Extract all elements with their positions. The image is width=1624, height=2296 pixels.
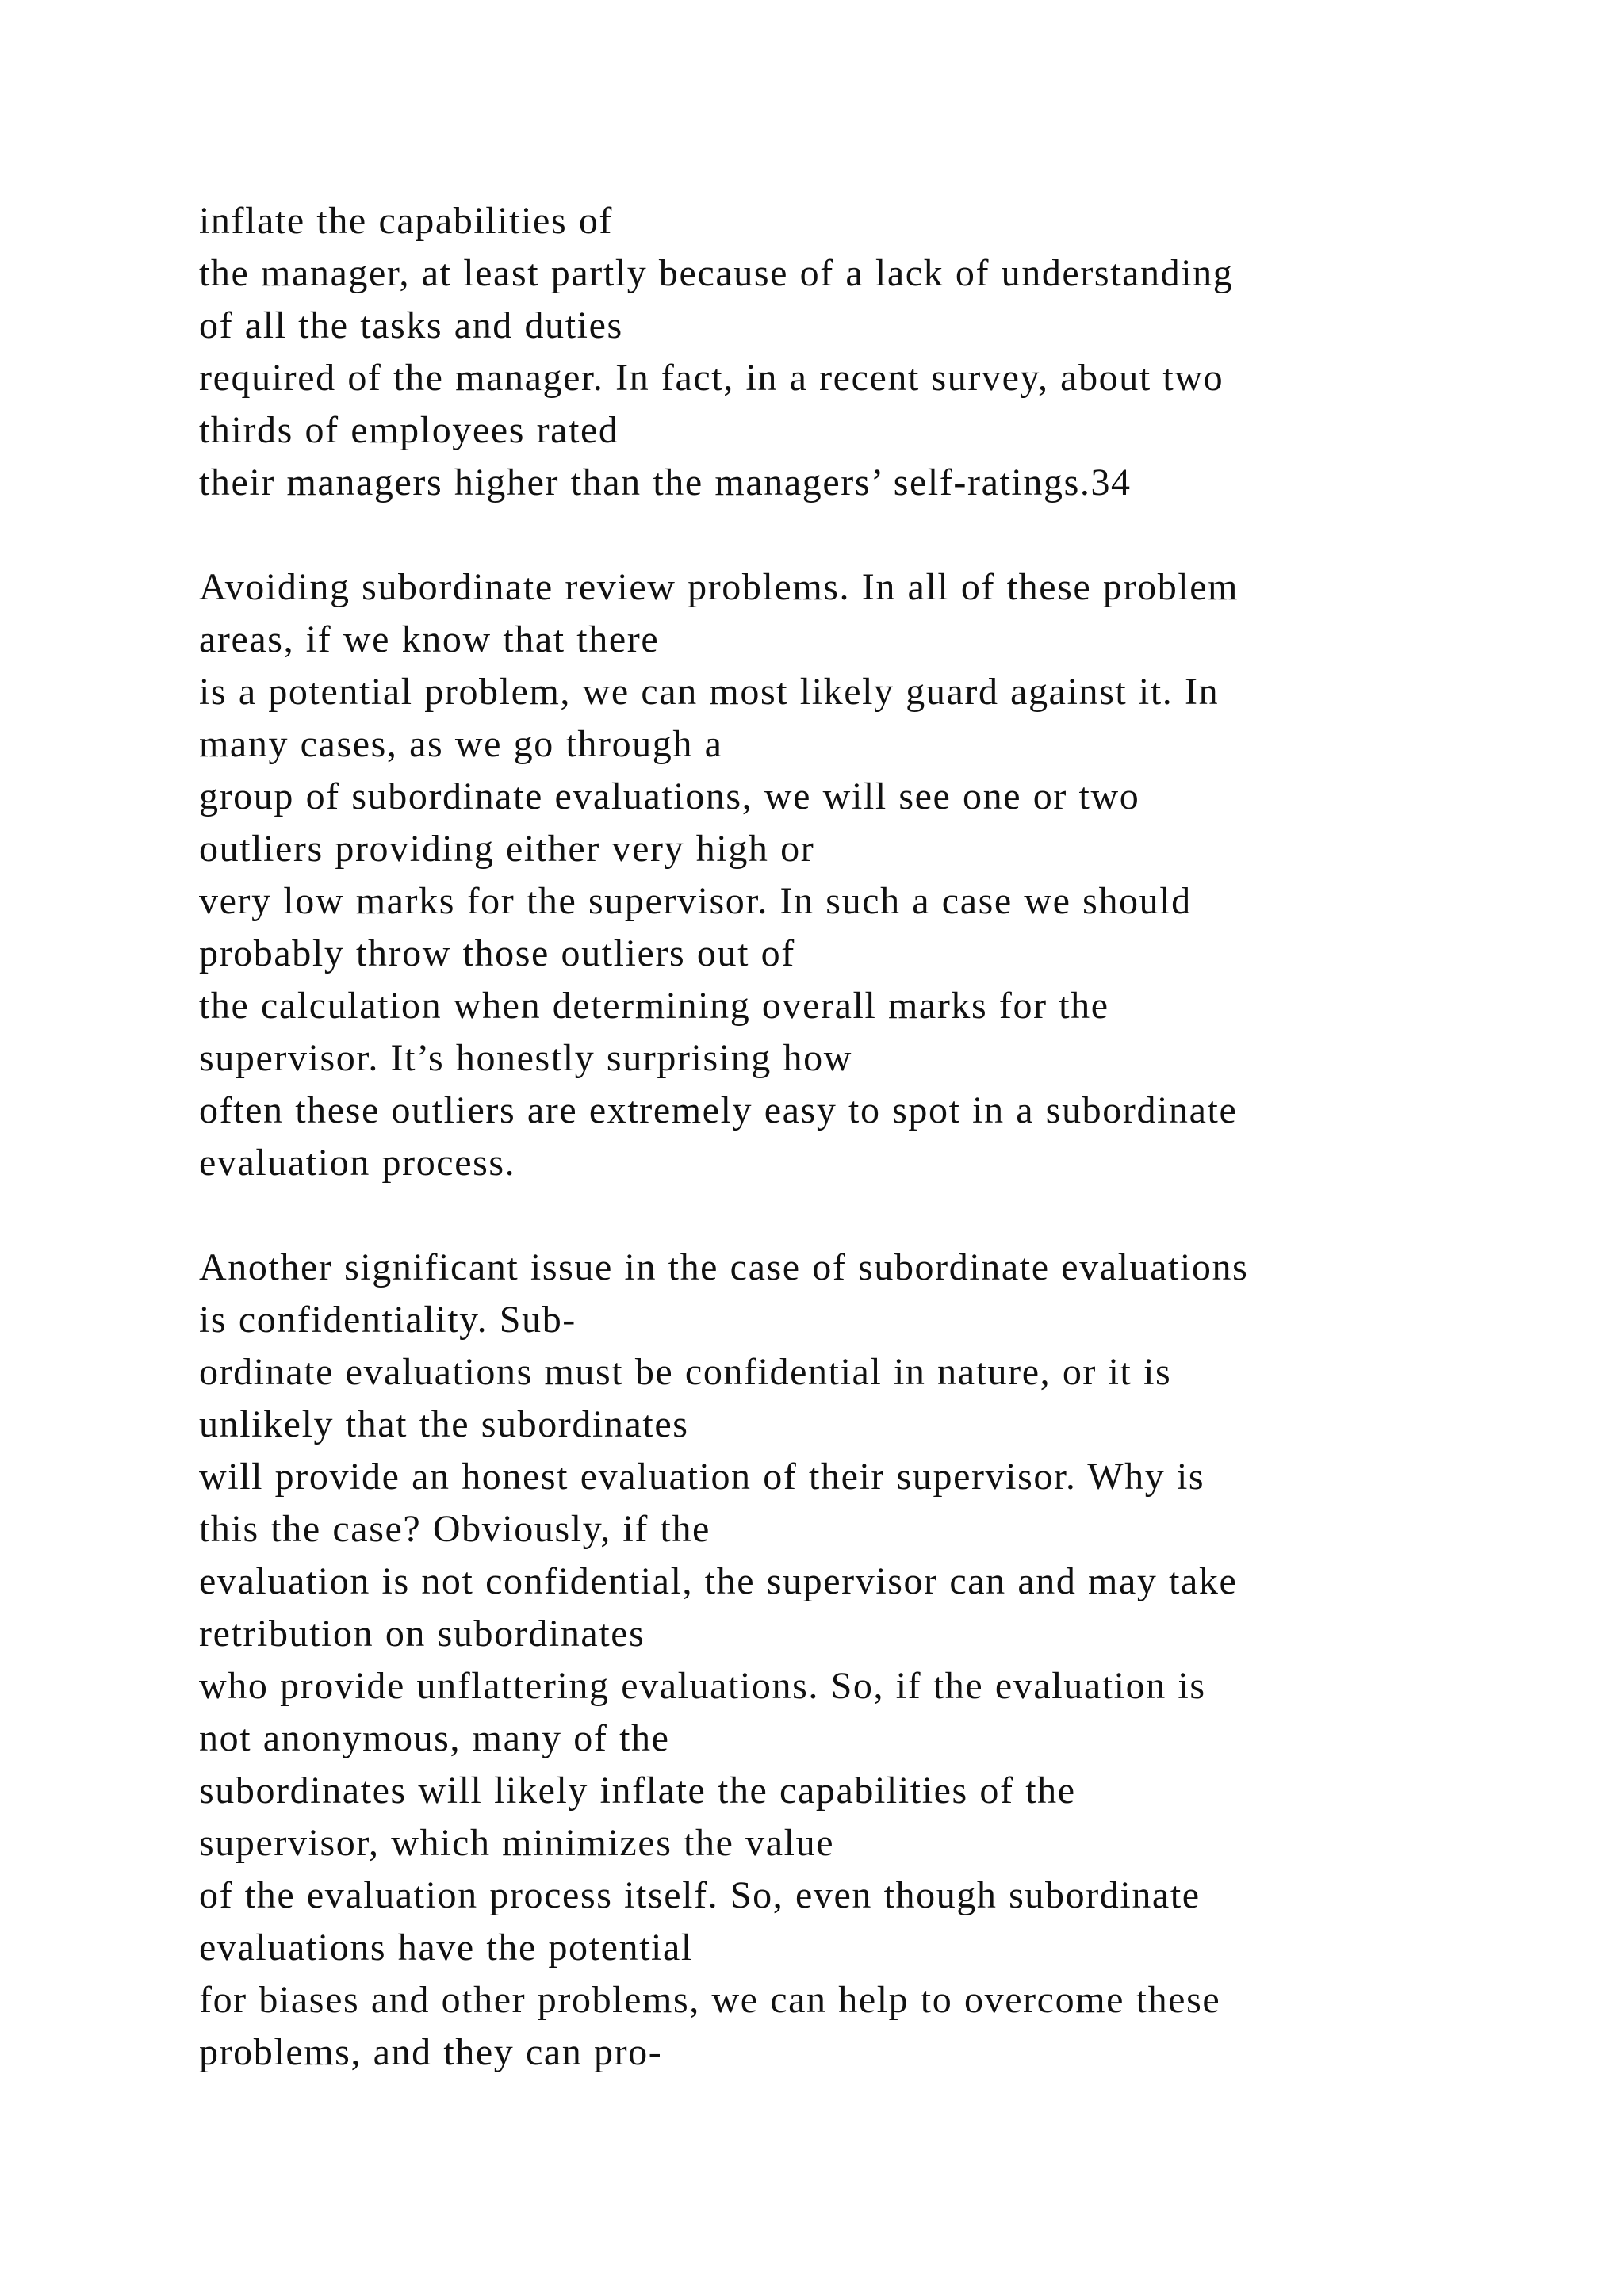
text-line: not anonymous, many of the [199, 1717, 670, 1759]
text-line: will provide an honest evaluation of their supervisor. Why is [199, 1456, 1205, 1498]
paragraph-2 [199, 561, 1547, 1189]
text-line: evaluation process. [199, 1142, 516, 1184]
text-line: outliers providing either very high or [199, 828, 815, 870]
text-line: group of subordinate evaluations, we will see one or two [199, 775, 1140, 817]
text-line: evaluations have the potential [199, 1927, 693, 1969]
text-line: unlikely that the subordinates [199, 1403, 689, 1445]
text-line: areas, if we know that there [199, 618, 660, 660]
paragraph-3 [199, 1242, 1547, 2079]
text-line: of the evaluation process itself. So, even though subordinate [199, 1874, 1201, 1916]
text-line: the manager, at least partly because of a lack of understanding [199, 252, 1234, 294]
text-line: their managers higher than the managers’ self-ratings.34 [199, 461, 1132, 503]
text-line: subordinates will likely inflate the capabilities of the [199, 1770, 1076, 1812]
text-line: Avoiding subordinate review problems. In all of these problem [199, 566, 1239, 608]
paragraph-1 [199, 195, 1547, 509]
text-line: for biases and other problems, we can help to overcome these [199, 1979, 1221, 2021]
text-line: is a potential problem, we can most likely guard against it. In [199, 671, 1220, 713]
text-line: who provide unflattering evaluations. So, if the evaluation is [199, 1665, 1206, 1707]
text-line: supervisor. It’s honestly surprising how [199, 1037, 852, 1079]
text-line: required of the manager. In fact, in a recent survey, about two [199, 357, 1224, 399]
text-line: inflate the capabilities of [199, 200, 614, 242]
paragraph-spacer [199, 509, 1547, 561]
document-body [199, 195, 1547, 2079]
text-line: ordinate evaluations must be confidential in nature, or it is [199, 1351, 1172, 1393]
text-line: the calculation when determining overall marks for the [199, 985, 1109, 1027]
text-line: many cases, as we go through a [199, 723, 723, 765]
text-line: this the case? Obviously, if the [199, 1508, 710, 1550]
text-line: Another significant issue in the case of subordinate evaluations [199, 1246, 1249, 1288]
text-line: of all the tasks and duties [199, 304, 623, 346]
text-line: often these outliers are extremely easy to spot in a subordinate [199, 1089, 1238, 1131]
text-line: probably throw those outliers out of [199, 932, 795, 974]
paragraph-spacer [199, 1189, 1547, 1242]
text-line: supervisor, which minimizes the value [199, 1822, 835, 1864]
text-line: problems, and they can pro- [199, 2031, 663, 2073]
text-line: retribution on subordinates [199, 1613, 645, 1655]
text-line: very low marks for the supervisor. In such a case we should [199, 880, 1192, 922]
text-line: thirds of employees rated [199, 409, 619, 451]
text-line: evaluation is not confidential, the supervisor can and may take [199, 1560, 1238, 1602]
text-line: is confidentiality. Sub- [199, 1299, 576, 1341]
